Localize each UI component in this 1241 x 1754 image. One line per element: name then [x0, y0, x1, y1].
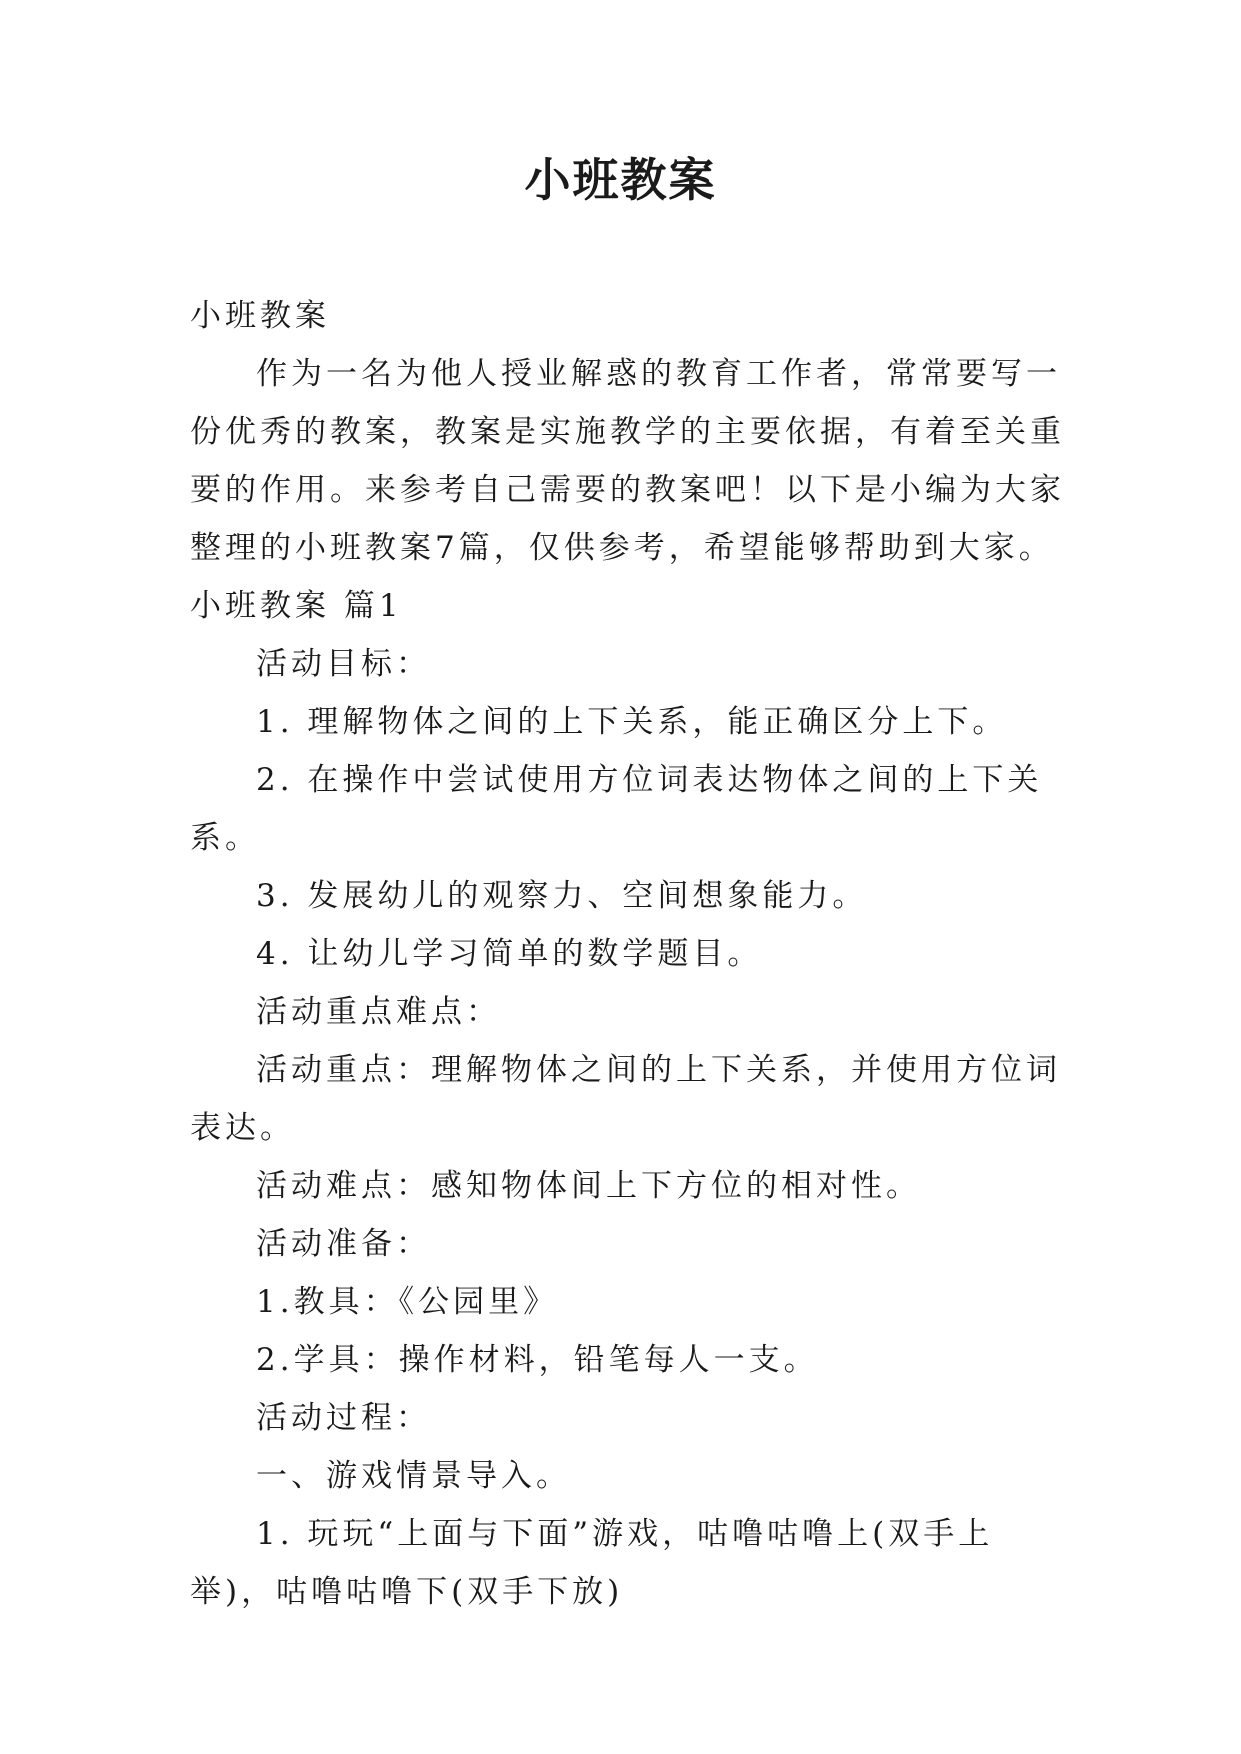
process-label: 活动过程：	[256, 1400, 431, 1436]
preparation-label: 活动准备：	[256, 1226, 431, 1262]
paragraph-heading: 小班教案	[190, 298, 330, 334]
preparation-item-1: 1.教具：《公园里》	[256, 1284, 559, 1320]
goal-item-3: 3. 发展幼儿的观察力、空间想象能力。	[256, 878, 868, 914]
paragraph-intro: 作为一名为他人授业解惑的教育工作者，常常要写一份优秀的教案，教案是实施教学的主要依据，有着至关重要的作用。来参考自己需要的教案吧！以下是小编为大家整理的小班教案7篇，仅供参考，希望能够帮助到大家。	[190, 356, 1065, 566]
goal-item-2: 2. 在操作中尝试使用方位词表达物体之间的上下关系。	[190, 762, 1043, 856]
goal-item-4: 4. 让幼儿学习简单的数学题目。	[256, 936, 763, 972]
activity-goals-label: 活动目标：	[256, 646, 431, 682]
difficulty-text: 活动难点：感知物体间上下方位的相对性。	[256, 1168, 921, 1204]
page-title: 小班教案	[524, 153, 717, 207]
key-points-label: 活动重点难点：	[256, 994, 501, 1030]
process-substep-1: 1. 玩玩“上面与下面”游戏，咕噜咕噜上(双手上举)，咕噜咕噜下(双手下放)	[190, 1516, 994, 1610]
section-heading: 小班教案 篇1	[190, 588, 403, 624]
document-body	[190, 287, 1070, 1621]
preparation-item-2: 2.学具：操作材料，铅笔每人一支。	[256, 1342, 819, 1378]
key-point-text: 活动重点：理解物体之间的上下关系，并使用方位词表达。	[190, 1052, 1061, 1146]
process-step-1: 一、游戏情景导入。	[256, 1458, 571, 1494]
goal-item-1: 1. 理解物体之间的上下关系，能正确区分上下。	[256, 704, 1008, 740]
